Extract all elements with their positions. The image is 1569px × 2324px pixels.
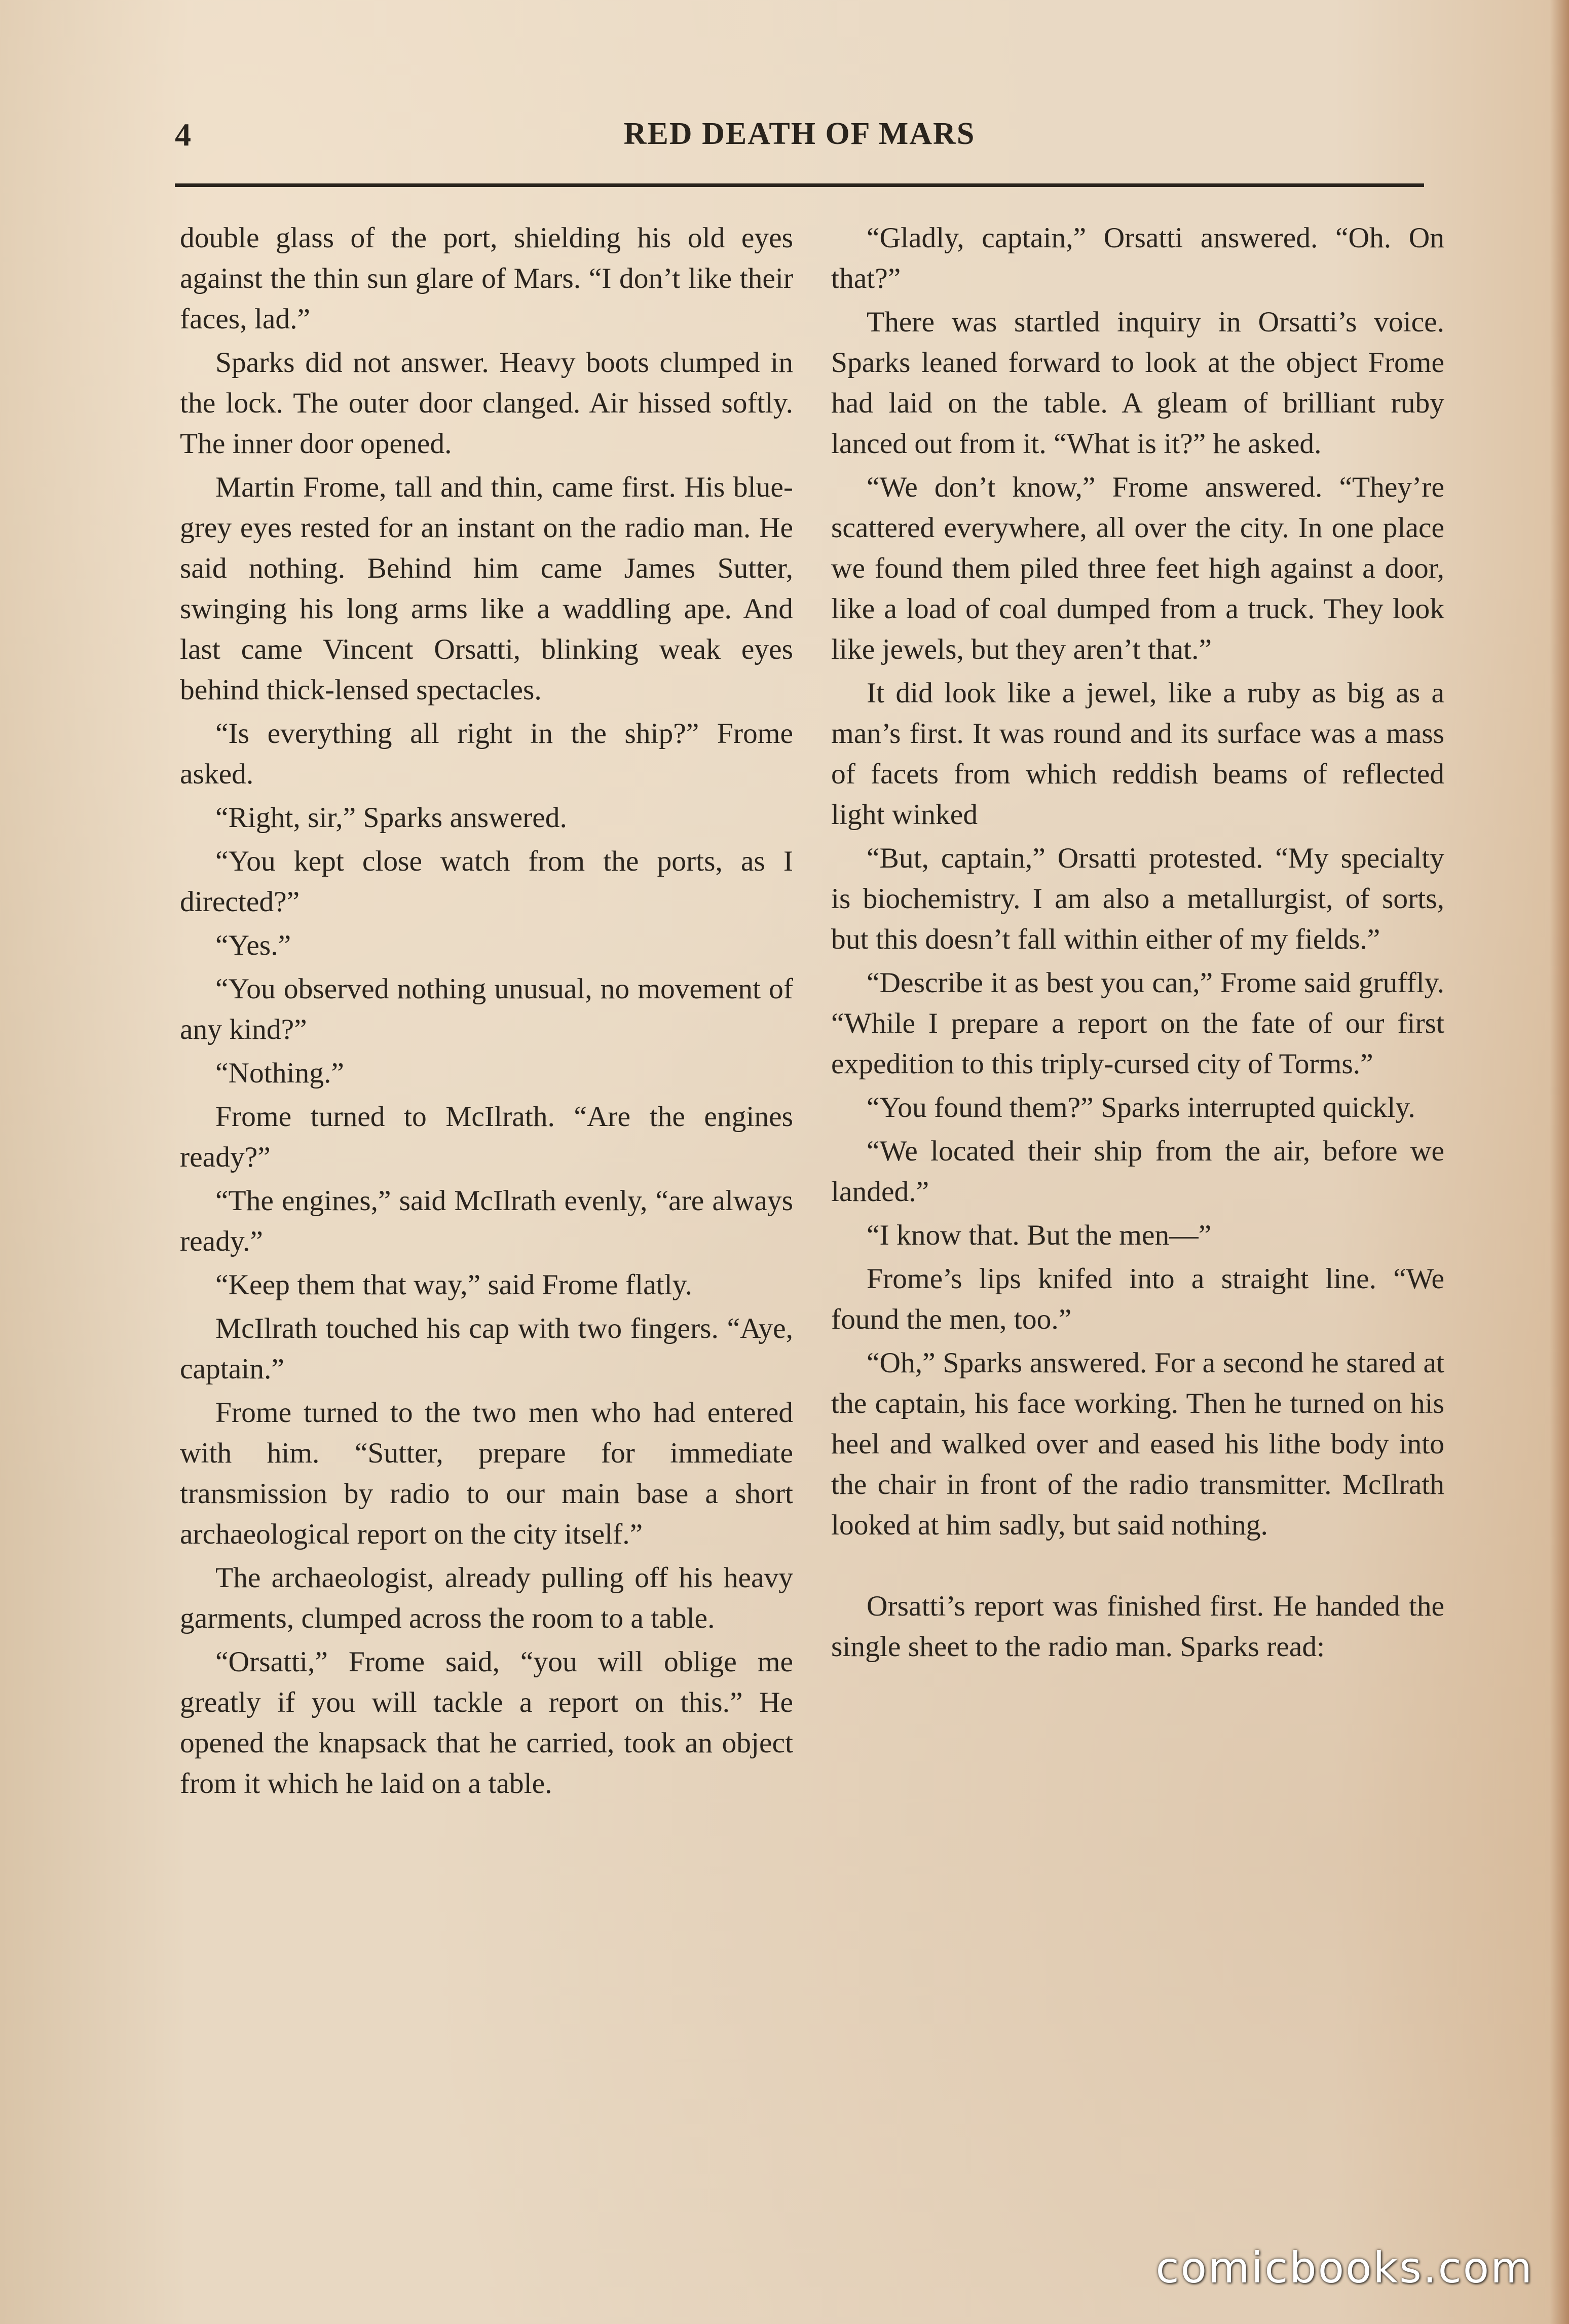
paragraph: “Keep them that way,” said Frome flatly. <box>215 1269 692 1301</box>
paragraph: Frome turned to the two men who had entered with him. “Sutter, prepare for immediate transmission by radio to our main base a short archaeological report on the city itself.” <box>180 1397 793 1550</box>
paragraph: “Gladly, captain,” Orsatti answered. “Oh. On that?” <box>831 222 1444 294</box>
paragraph: “Oh,” Sparks answered. For a second he stared at the captain, his face working. Then he turned on his heel and walked over and eased his lithe body into the chair in front of the radio transmitter. McIlrath looked at him sadly, but said nothing. <box>831 1347 1444 1541</box>
paragraph: “Describe it as best you can,” Frome said gruffly. “While I prepare a report on the fate of our first expedition to this triply-cursed city of Torms.” <box>831 967 1444 1080</box>
paragraph: “But, captain,” Orsatti protested. “My specialty is biochemistry. I am also a metallurgist, of sorts, but this doesn’t fall within either of my fields.” <box>831 842 1444 955</box>
paragraph: “Orsatti,” Frome said, “you will oblige me greatly if you will tackle a report on this.” He opened the knapsack that he carried, took an object from it which he laid on a table. <box>180 1646 793 1800</box>
paragraph: double glass of the port, shielding his old eyes against the thin sun glare of Mars. “I don’t like their faces, lad.” <box>180 222 793 335</box>
paragraph: Frome turned to McIlrath. “Are the engines ready?” <box>180 1101 793 1173</box>
paragraph: “I know that. But the men—” <box>867 1219 1212 1251</box>
paragraph: “You found them?” Sparks interrupted quickly. <box>867 1092 1415 1123</box>
paragraph: “We located their ship from the air, before we landed.” <box>831 1135 1444 1208</box>
header-rule <box>175 183 1424 187</box>
paragraph: The archaeologist, already pulling off his heavy garments, clumped across the room to a table. <box>180 1562 793 1634</box>
page-number: 4 <box>175 117 191 153</box>
watermark: comicbooks.com <box>1155 2243 1534 2293</box>
paragraph: Orsatti’s report was finished first. He handed the single sheet to the radio man. Sparks read: <box>831 1590 1444 1663</box>
paragraph: “We don’t know,” Frome answered. “They’re scattered everywhere, all over the city. In one place we found them piled three feet high against a door, like a load of coal dumped from a truck. They look like jewels, but they aren’t that.” <box>831 471 1444 665</box>
paragraph: There was startled inquiry in Orsatti’s voice. Sparks leaned forward to look at the object Frome had laid on the table. A gleam of brilliant ruby lanced out from it. “What is it?” he asked. <box>831 306 1444 460</box>
right-column <box>831 218 1444 1670</box>
paragraph: “You observed nothing unusual, no movement of any kind?” <box>180 973 793 1045</box>
paragraph: “Nothing.” <box>215 1057 344 1089</box>
paragraph: It did look like a jewel, like a ruby as big as a man’s first. It was round and its surface was a mass of facets from which reddish beams of reflected light winked <box>831 677 1444 831</box>
paragraph: Martin Frome, tall and thin, came first. His blue-grey eyes rested for an instant on the radio man. He said nothing. Behind him came James Sutter, swinging his long arms like a waddling ape. And last came Vincent Orsatti, blinking weak eyes behind thick-lensed spectacles. <box>180 471 793 706</box>
paragraph: McIlrath touched his cap with two fingers. “Aye, captain.” <box>180 1313 793 1385</box>
paragraph: “Yes.” <box>215 929 291 961</box>
page-edge-shadow <box>1550 0 1569 2324</box>
left-column <box>180 218 793 1807</box>
paragraph: Frome’s lips knifed into a straight line. “We found the men, too.” <box>831 1263 1444 1335</box>
paragraph: “You kept close watch from the ports, as I directed?” <box>180 845 793 918</box>
paragraph: “The engines,” said McIlrath evenly, “are always ready.” <box>180 1185 793 1257</box>
page-header <box>175 109 1424 170</box>
paragraph: “Right, sir,” Sparks answered. <box>215 802 567 834</box>
paragraph: Sparks did not answer. Heavy boots clumped in the lock. The outer door clanged. Air hissed softly. The inner door opened. <box>180 347 793 460</box>
running-title: RED DEATH OF MARS <box>623 117 976 151</box>
paragraph: “Is everything all right in the ship?” Frome asked. <box>180 718 793 790</box>
